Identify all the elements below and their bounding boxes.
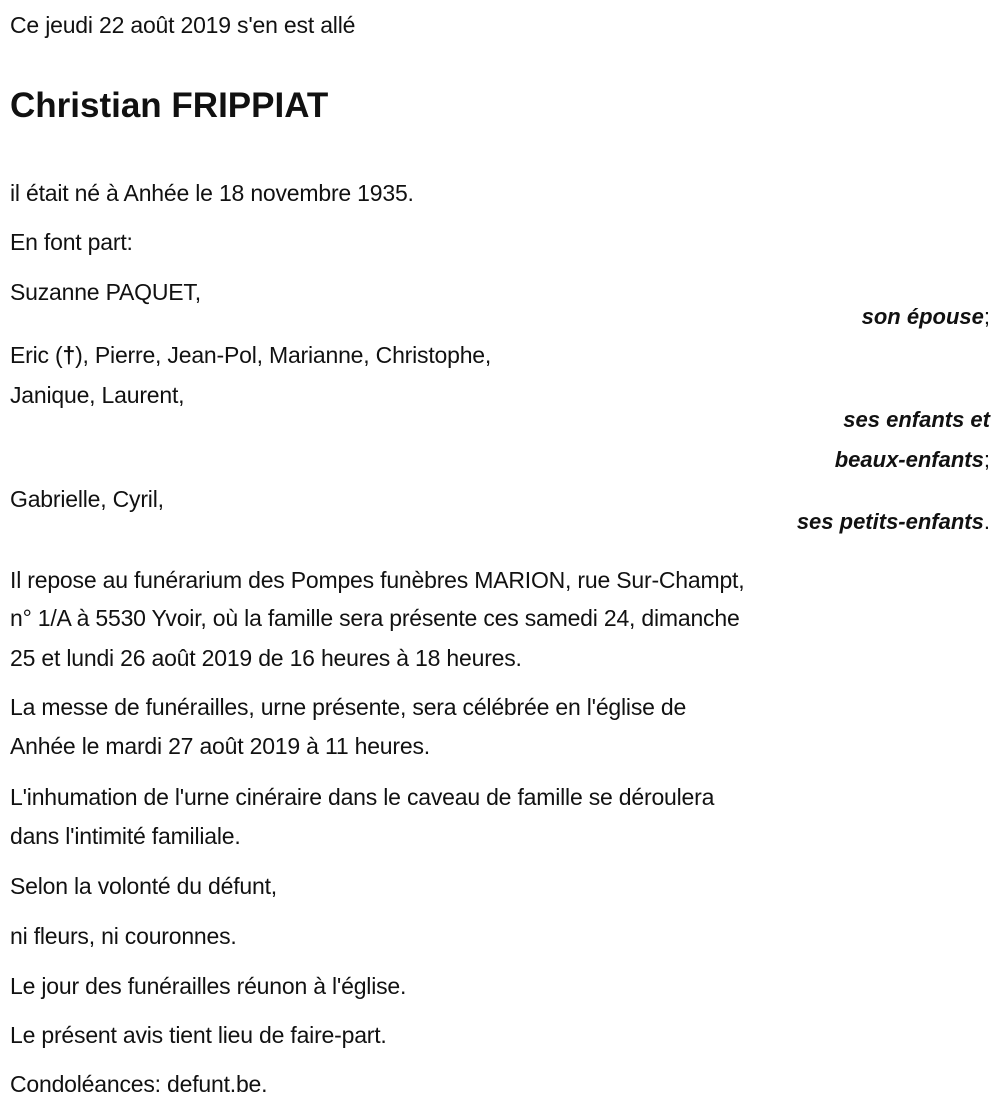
intro-text: Ce jeudi 22 août 2019 s'en est allé	[10, 12, 356, 38]
punctuation: ;	[983, 304, 990, 329]
punctuation: .	[983, 509, 990, 534]
relation-label: son épouse	[861, 304, 984, 329]
relation-label: ses petits-enfants	[796, 509, 984, 534]
cross-icon: †	[62, 342, 76, 368]
children-relation: ses enfants et	[843, 407, 990, 432]
punctuation: ;	[983, 447, 990, 472]
mass-line: Anhée le mardi 27 août 2019 à 11 heures.	[10, 733, 430, 759]
spouse-relation	[862, 303, 990, 331]
burial-line: dans l'intimité familiale.	[10, 823, 241, 849]
children-relation-2	[835, 446, 990, 474]
grandchildren-relation	[797, 508, 990, 536]
grandchildren-names: Gabrielle, Cyril,	[10, 486, 164, 512]
no-flowers-line: ni fleurs, ni couronnes.	[10, 923, 237, 949]
relation-label: beaux-enfants	[834, 447, 984, 472]
children-names-2: Janique, Laurent,	[10, 382, 185, 408]
burial-line: L'inhumation de l'urne cinéraire dans le caveau de famille se déroulera	[10, 784, 715, 810]
funerarium-line: Il repose au funérarium des Pompes funèbres MARION, rue Sur-Champt,	[10, 567, 745, 593]
names-text: Eric (	[10, 342, 63, 368]
funerarium-line: n° 1/A à 5530 Yvoir, où la famille sera présente ces samedi 24, dimanche	[10, 605, 740, 631]
mass-line: La messe de funérailles, urne présente, sera célébrée en l'église de	[10, 694, 687, 720]
spouse-name: Suzanne PAQUET,	[10, 279, 201, 305]
notice-line: Le présent avis tient lieu de faire-part.	[10, 1022, 387, 1048]
funerarium-line: 25 et lundi 26 août 2019 de 16 heures à 18 heures.	[10, 645, 522, 671]
announce-text: En font part:	[10, 229, 133, 255]
condolences-line: Condoléances: defunt.be.	[10, 1071, 268, 1097]
children-names	[10, 341, 491, 369]
birth-text: il était né à Anhée le 18 novembre 1935.	[10, 180, 414, 206]
deceased-name: Christian FRIPPIAT	[10, 86, 329, 125]
names-text: ), Pierre, Jean-Pol, Marianne, Christophe,	[75, 342, 492, 368]
wish-line: Selon la volonté du défunt,	[10, 873, 277, 899]
gathering-line: Le jour des funérailles réunon à l'église.	[10, 973, 407, 999]
